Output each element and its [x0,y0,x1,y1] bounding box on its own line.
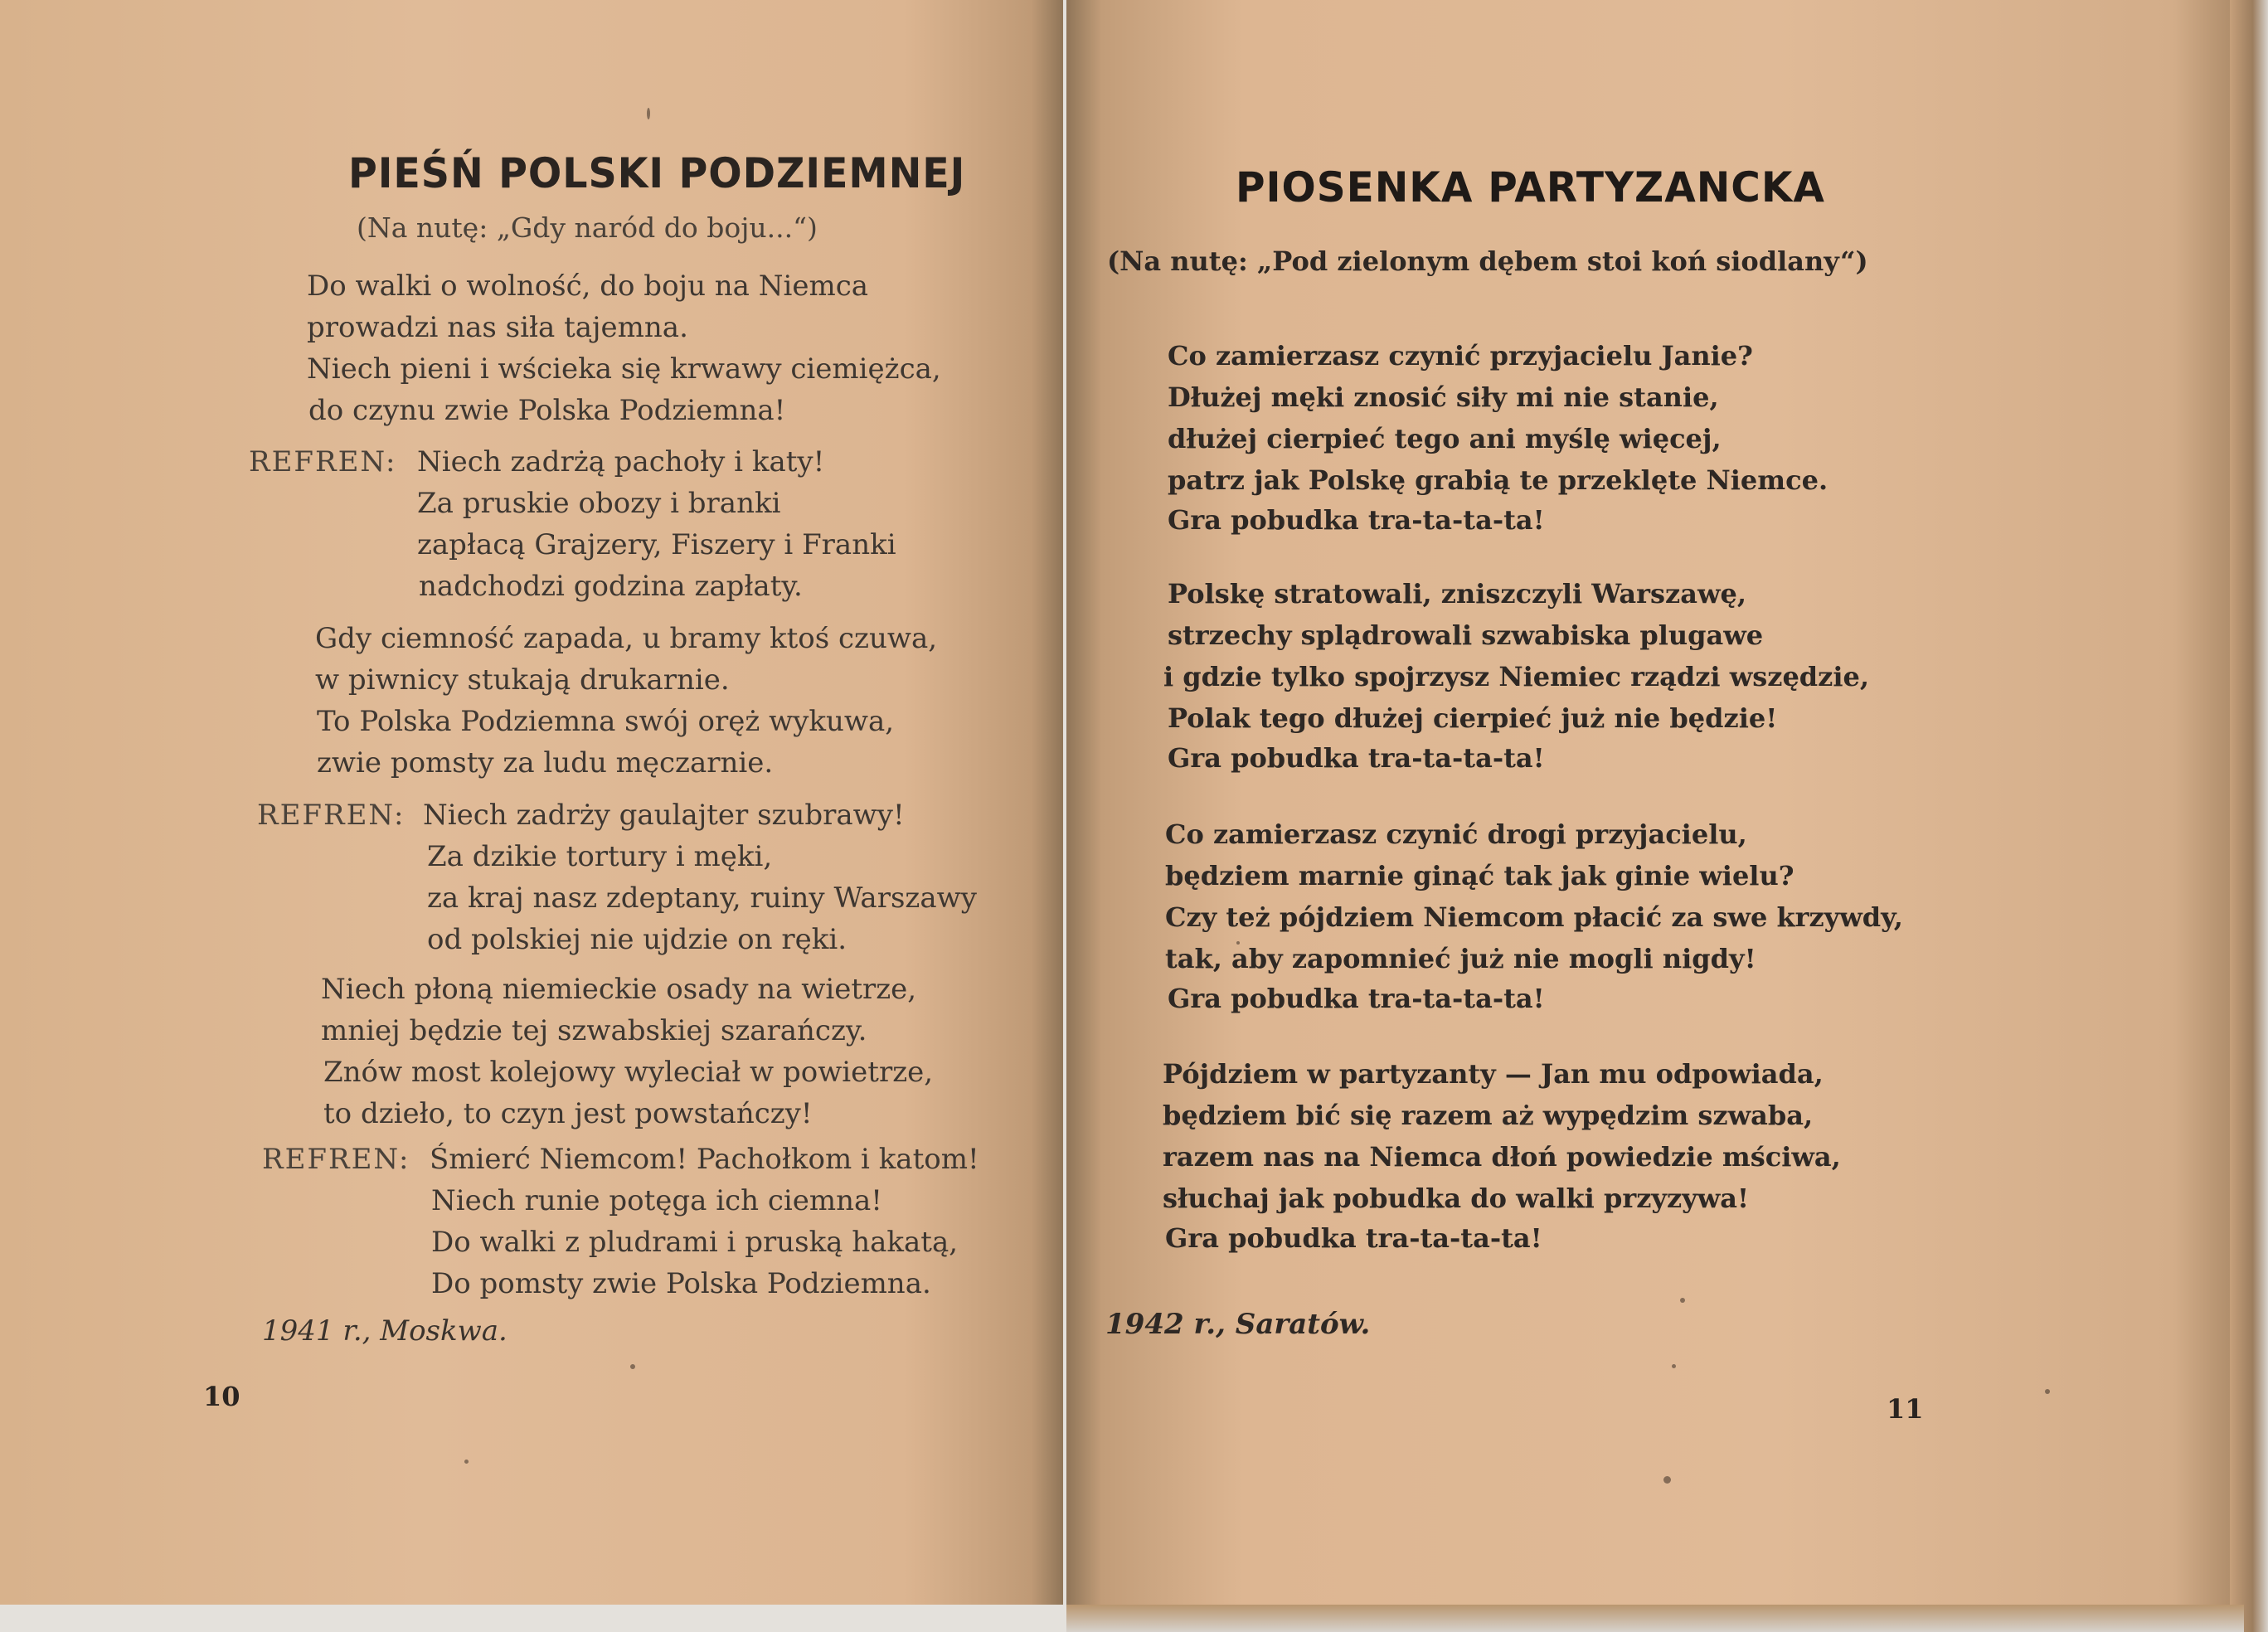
verse-line: i gdzie tylko spojrzysz Niemiec rządzi wszędzie, [1163,661,1869,692]
verse-line: Gdy ciemność zapada, u bramy ktoś czuwa, [315,622,938,655]
verse-line: Za pruskie obozy i branki [417,487,781,520]
verse-line: nadchodzi godzina zapłaty. [419,570,803,603]
paper-speck [630,1364,635,1369]
verse-line: Za dzikie tortury i męki, [427,840,773,873]
right-page [1066,0,2244,1605]
left-page [0,0,1063,1605]
verse-line: od polskiej nie ujdzie on ręki. [427,923,847,956]
verse-line: Dłużej męki znosić siły mi nie stanie, [1168,381,1719,413]
verse-line: będziem bić się razem aż wypędzim szwaba, [1163,1100,1814,1131]
verse-line: dłużej cierpieć tego ani myślę więcej, [1168,423,1722,454]
verse-line: Do pomsty zwie Polska Podziemna. [431,1267,931,1300]
verse-line: Niech płoną niemieckie osady na wietrze, [321,973,917,1006]
verse-line: mniej będzie tej szwabskiej szarańczy. [321,1014,867,1047]
verse-line: patrz jak Polskę grabią te przeklęte Niemce. [1168,464,1828,496]
refrain-label: REFREN: [249,445,397,478]
right-page-subtitle: (Na nutę: „Pod zielonym dębem stoi koń siodlany“) [1107,245,1868,277]
refrain-line: Gra pobudka tra-ta-ta-ta! [1168,742,1545,774]
paper-speck [1680,1298,1685,1303]
verse-line: Do walki o wolność, do boju na Niemca [307,270,869,303]
right-page-signature: 1942 r., Saratów. [1105,1308,1371,1341]
paper-speck [2045,1389,2050,1394]
verse-line: Niech zadrżą pachoły i katy! [417,445,825,478]
verse-line: Polak tego dłużej cierpieć już nie będzie! [1168,702,1778,734]
verse-line: w piwnicy stukają drukarnie. [315,663,730,697]
verse-line: Polskę stratowali, zniszczyli Warszawę, [1168,578,1746,610]
verse-line: To Polska Podziemna swój oręż wykuwa, [317,705,895,738]
verse-line: Śmierć Niemcom! Pachołkom i katom! [430,1143,979,1176]
verse-line: Niech zadrży gaulajter szubrawy! [423,799,905,832]
verse-line: Czy też pójdziem Niemcom płacić za swe krzywdy, [1165,901,1903,933]
refrain-label: REFREN: [262,1143,410,1176]
left-page-title: PIEŚŃ POLSKI PODZIEMNEJ [348,149,966,197]
refrain-line: Gra pobudka tra-ta-ta-ta! [1168,983,1545,1014]
refrain-line: Gra pobudka tra-ta-ta-ta! [1168,504,1545,536]
verse-line: strzechy splądrowali szwabiska plugawe [1168,619,1764,651]
verse-line: Pójdziem w partyzanty — Jan mu odpowiada, [1163,1058,1824,1090]
verse-line: słuchaj jak pobudka do walki przyzywa! [1163,1183,1750,1214]
right-page-title: PIOSENKA PARTYZANCKA [1236,163,1825,211]
verse-line: Niech pieni i wścieka się krwawy ciemiężca, [307,352,941,386]
verse-line: za kraj nasz zdeptany, ruiny Warszawy [427,882,977,915]
verse-line: tak, aby zapomnieć już nie mogli nigdy! [1165,943,1756,974]
verse-line: prowadzi nas siła tajemna. [307,311,688,344]
left-page-number: 10 [203,1381,240,1412]
right-page-number: 11 [1887,1393,1924,1425]
page-bottom-edge [1066,1605,2244,1632]
paper-speck [464,1460,469,1464]
paper-speck [647,108,650,119]
paper-speck [1663,1476,1671,1484]
verse-line: do czynu zwie Polska Podziemna! [308,394,786,427]
verse-line: Znów most kolejowy wyleciał w powietrze, [323,1056,934,1089]
verse-line: Niech runie potęga ich ciemna! [431,1184,882,1217]
refrain-label: REFREN: [257,799,406,832]
verse-line: razem nas na Niemca dłoń powiedzie mściwa, [1163,1141,1841,1173]
verse-line: będziem marnie ginąć tak jak ginie wielu? [1165,860,1794,891]
left-page-signature: 1941 r., Moskwa. [262,1314,508,1348]
paper-speck [1672,1364,1676,1368]
page-edge [2230,0,2268,1632]
verse-line: zapłacą Grajzery, Fiszery i Franki [417,528,896,561]
verse-line: zwie pomsty za ludu męczarnie. [317,746,774,780]
verse-line: Co zamierzasz czynić drogi przyjacielu, [1165,818,1747,850]
verse-line: Co zamierzasz czynić przyjacielu Janie? [1168,340,1753,372]
refrain-line: Gra pobudka tra-ta-ta-ta! [1165,1222,1542,1254]
left-page-subtitle: (Na nutę: „Gdy naród do boju...“) [357,211,818,244]
verse-line: to dzieło, to czyn jest powstańczy! [323,1097,813,1130]
verse-line: Do walki z pludrami i pruską hakatą, [431,1226,959,1259]
